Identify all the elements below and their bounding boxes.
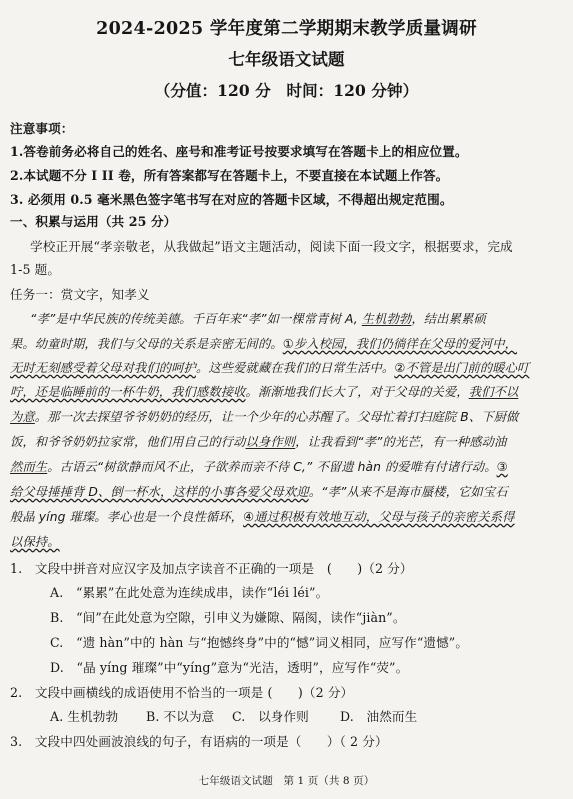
question-2-option-d: D. 油然而生 bbox=[340, 709, 418, 724]
wavy-sentence-2: ②不管是出门前的暖心叮 bbox=[394, 361, 530, 375]
section-1-intro-cont: 1-5 题。 bbox=[10, 262, 61, 277]
wavy-sentence-3-marker: ③ bbox=[496, 460, 508, 474]
notice-heading: 注意事项： bbox=[10, 121, 74, 136]
idiom-underlined: 以身作则 bbox=[245, 435, 296, 449]
wavy-sentence-4-cont: 以保持。 bbox=[10, 535, 60, 549]
question-1-option-c: C. “遗 hàn”中的 hàn 与“抱憾终身”中的“憾”词义相同，应写作“遗憾”。 bbox=[50, 635, 469, 650]
passage-line-8: 给父母捶捶背 D、倒一杯水，这样的小事各爱父母欢迎。“孝”从来不是海市蜃楼，它如宝石 bbox=[10, 485, 508, 499]
idiom-underlined-cont: 然而生 bbox=[10, 460, 48, 474]
idiom-underlined-cont: 为意 bbox=[10, 410, 35, 424]
question-2-option-c: C. 以身作则 bbox=[232, 709, 309, 724]
wavy-sentence-1: ①步入校园，我们仍徜徉在父母的爱河中， bbox=[282, 337, 518, 351]
passage-line-1: “孝”是中华民族的传统美德。千百年来“孝”如一棵常青树 A, 生机勃勃，结出累累硕 bbox=[30, 312, 486, 326]
question-2-stem: 2. 文段中画横线的成语使用不恰当的一项是 ( )（2 分） bbox=[10, 685, 354, 700]
section-1-intro: 学校正开展“孝亲敬老，从我做起”语文主题活动，阅读下面一段文字，根据要求，完成 bbox=[30, 239, 513, 254]
passage-line-5: 为意。那一次去探望爷爷奶奶的经历，让一个少年的心苏醒了。父母忙着打扫庭院 B、下厨做 bbox=[10, 410, 519, 424]
wavy-sentence-3: 给父母捶捶背 D、倒一杯水，这样的小事各爱父母欢迎 bbox=[10, 485, 309, 499]
idiom-underlined: 生机勃勃 bbox=[361, 312, 412, 326]
exam-subtitle: 七年级语文试题 bbox=[228, 50, 345, 69]
passage-line-7: 然而生。古语云“树欲静而风不止，子欲养而亲不待 C,” 不留遗 hàn 的爱唯有付诸行动。③ bbox=[10, 460, 508, 474]
exam-title: 2024-2025 学年度第二学期期末教学质量调研 bbox=[96, 19, 477, 39]
notice-item-3: 3. 必须用 0.5 毫米黑色签字笔书写在对应的答题卡区域，不得超出规定范围。 bbox=[10, 192, 453, 207]
passage-line-10 bbox=[10, 534, 60, 550]
notice-item-1: 1.答卷前务必将自己的姓名、座号和准考证号按要求填写在答题卡上的相应位置。 bbox=[10, 144, 468, 159]
passage-line-6: 饭，和爷爷奶奶拉家常，他们用自己的行动以身作则，让我看到“孝”的光芒，有一种感动油 bbox=[10, 435, 507, 449]
wavy-sentence-4: ④通过积极有效地互动，父母与孩子的亲密关系得 bbox=[243, 510, 515, 524]
question-3-stem: 3. 文段中四处画波浪线的句子，有语病的一项是（ ）（ 2 分） bbox=[10, 734, 388, 749]
question-2-option-a: A. 生机勃勃 bbox=[50, 709, 119, 724]
question-2-option-b: B. 不以为意 bbox=[146, 709, 215, 724]
passage-line-4: 咛，还是临睡前的一杯牛奶，我们感数接收。渐渐地我们长大了，对于父母的关爱，我们不以 bbox=[10, 385, 519, 399]
idiom-underlined: 我们不以 bbox=[468, 385, 519, 399]
question-1-option-a: A. “累累”在此处意为连续成串，读作“léi léi”。 bbox=[50, 585, 329, 600]
question-1-option-d: D. “晶 yíng 璀璨”中“yíng”意为“光洁，透明”，应写作“荧”。 bbox=[50, 660, 409, 675]
question-1-stem: 1. 文段中拼音对应汉字及加点字读音不正确的一项是 ( )（2 分） bbox=[10, 561, 413, 576]
passage-line-3: 无时无刻感受着父母对我们的呵护。这些爱就藏在我们的日常生活中。②不管是出门前的暖心叮 bbox=[10, 361, 530, 375]
exam-score-time: （分值：120 分 时间：120 分钟） bbox=[154, 81, 419, 100]
wavy-sentence-1-cont: 无时无刻感受着父母对我们的呵护 bbox=[10, 361, 196, 375]
page-footer: 七年级语文试题 第 1 页（共 8 页） bbox=[198, 775, 375, 787]
section-1-heading: 一、积累与运用（共 25 分） bbox=[10, 214, 177, 229]
passage-line-9: 般晶 yíng 璀璨。孝心也是一个良性循环，④通过积极有效地互动，父母与孩子的亲密关系得 bbox=[10, 510, 515, 524]
notice-item-2: 2.本试题不分 I II 卷，所有答案都写在答题卡上，不要直接在本试题上作答。 bbox=[10, 168, 449, 183]
question-1-option-b: B. “间”在此处意为空隙，引申义为嫌隙、隔阂，读作“jiàn”。 bbox=[50, 610, 406, 625]
task-1-label: 任务一：赏文字，知孝义 bbox=[10, 287, 150, 302]
passage-line-2: 果。幼童时期，我们与父母的关系是亲密无间的。①步入校园，我们仍徜徉在父母的爱河中， bbox=[10, 337, 518, 351]
wavy-sentence-2-cont: 咛，还是临睡前的一杯牛奶，我们感数接收 bbox=[10, 385, 246, 399]
